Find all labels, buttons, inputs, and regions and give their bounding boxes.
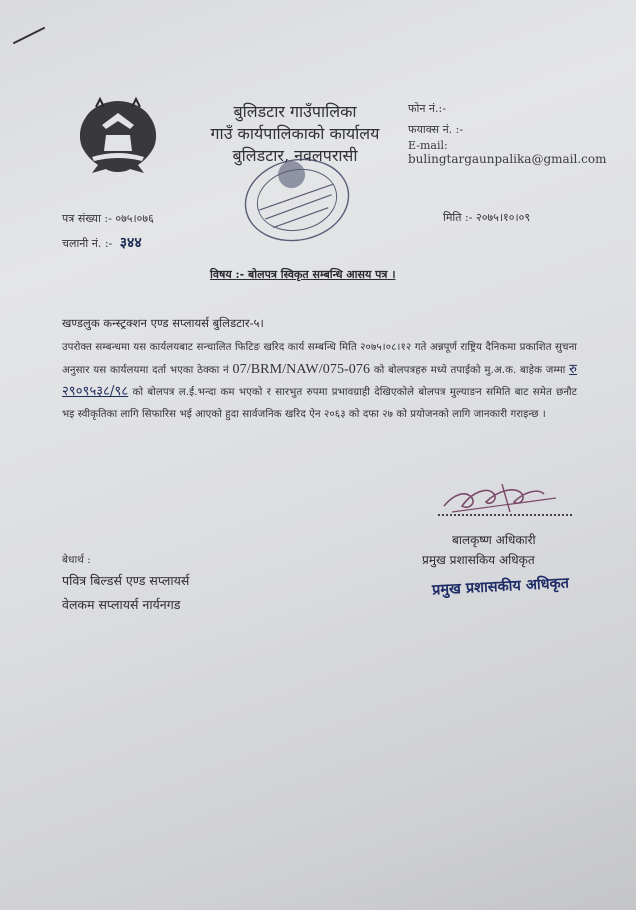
date-label: मिति :-	[443, 211, 473, 224]
letter-date	[443, 210, 530, 225]
ref-value: ०७५।०७६	[115, 212, 154, 225]
email-label: E-mail:	[408, 139, 448, 152]
dispatch-number	[62, 233, 142, 252]
office-location: बुलिडटार, नवलपरासी	[232, 146, 358, 165]
body-text-3: को बोलपत्र ल.ई.भन्दा कम भएको र सारभुत रुपमा प्रभावग्राही देखिएकोले बोलपत्र मुल्याङन समिति बाट समेत छनौट भइ स्वीकृतिका लागि सिफारिस भई आएको हुदा सार्वजनिक खरिद ऐन २०६३ को दफा २७ को प्रयोजनको लागि जानकारी गराइन्छ ।	[62, 387, 577, 420]
phone-label: फोन नं.:-	[408, 102, 446, 115]
email-address: bulingtargaunpalika@gmail.com	[408, 152, 607, 166]
date-value: २०७५।१०।०९	[475, 211, 531, 224]
cc-recipient-2: वेलकम सप्लायर्स नार्यनगड	[62, 597, 181, 612]
email-line	[408, 139, 636, 166]
signatory-stamp: प्रमुख प्रशासकीय अधिकृत	[431, 575, 570, 599]
fax-label: फयाक्स नं. :-	[408, 123, 464, 136]
ref-label: पत्र संख्या :-	[62, 212, 112, 225]
letter-subject: विषय :- बोलपत्र स्विकृत सम्बन्धि आसय पत्र ।	[210, 268, 396, 281]
office-name: बुलिडटार गाउँपालिका	[233, 102, 357, 121]
office-seal-stamp	[238, 152, 356, 248]
dispatch-value: ३४४	[119, 235, 142, 251]
letter-reference	[62, 211, 154, 226]
cc-recipient-1: पवित्र बिल्डर्स एण्ड सप्लायर्स	[62, 573, 190, 588]
office-subtitle: गाउँ कार्यपालिकाको कार्यालय	[210, 124, 380, 143]
body-text-1: उपरोक्त सम्बन्धमा यस कार्यलयबाट सन्चालित फिटिङ खरिद कार्य सम्बन्धि मिति २०७५।०८।१२ गते अन्नपूर्ण राष्ट्रिय दैनिकमा प्रकाशित सुचना अनुसार यस कार्यलयमा दर्ता भएका ठेक्का नं	[62, 342, 577, 376]
letter-body	[62, 337, 577, 425]
pen-mark	[12, 25, 46, 45]
dispatch-label: चलानी नं. :-	[62, 237, 113, 250]
contract-number: 07/BRM/NAW/075-076	[232, 361, 371, 377]
body-text-2: को बोलपत्रहरु मध्ये तपाईको मु.अ.क. बाहेक जम्मा	[370, 364, 570, 376]
signatory-name: बालकृष्ण अधिकारी	[452, 533, 536, 547]
signature-line	[438, 514, 572, 516]
signatory-title: प्रमुख प्रशासकिय अधिकृत	[422, 553, 535, 567]
handwritten-signature	[432, 472, 572, 520]
bid-amount: रु २९०९५३८/९८	[62, 361, 577, 399]
government-emblem-icon	[72, 95, 164, 183]
addressee: खण्डलुक कन्स्ट्रक्शन एण्ड सप्लायर्स बुलिडटार-५।	[62, 316, 264, 330]
cc-label: बेधार्थ :	[62, 554, 91, 566]
